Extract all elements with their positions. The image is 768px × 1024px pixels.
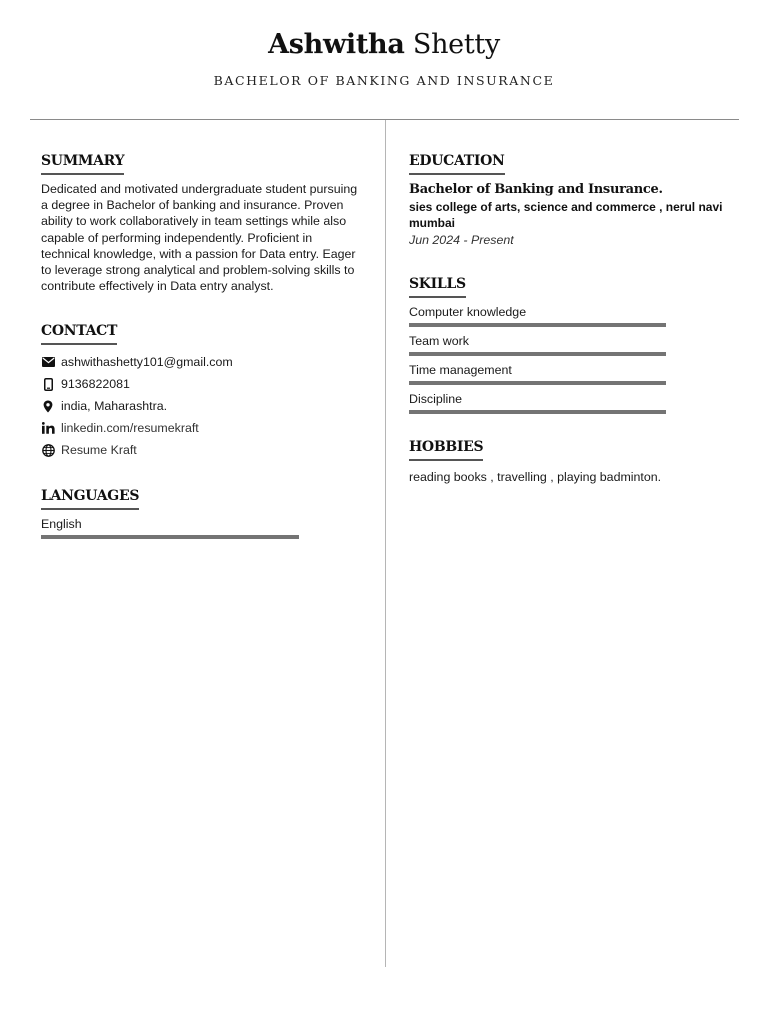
skill-level-bar: [409, 323, 666, 327]
summary-title: SUMMARY: [41, 150, 124, 175]
skill-name: Time management: [409, 363, 512, 377]
full-name: [0, 28, 768, 62]
contact-website[interactable]: [41, 439, 363, 461]
skill-level-bar: [409, 381, 666, 385]
languages-title: LANGUAGES: [41, 485, 139, 510]
education-dates: Jun 2024 - Present: [409, 233, 514, 247]
language-item: [41, 516, 363, 539]
hobbies-section: [409, 436, 727, 485]
summary-section: [41, 150, 363, 294]
resume-header: [0, 28, 768, 88]
linkedin-icon: [41, 421, 55, 435]
right-column: [409, 150, 727, 511]
email-text: ashwithashetty101@gmail.com: [61, 355, 233, 370]
contact-phone[interactable]: [41, 373, 363, 395]
skill-level-fill: [409, 323, 666, 327]
languages-section: [41, 485, 363, 539]
contact-title: CONTACT: [41, 320, 117, 345]
skill-item: [409, 391, 727, 414]
contact-email[interactable]: [41, 351, 363, 373]
skill-item: [409, 304, 727, 327]
contact-linkedin[interactable]: [41, 417, 363, 439]
education-section: [409, 150, 727, 249]
contact-location: [41, 395, 363, 417]
language-level-bar: [41, 535, 299, 539]
skill-level-fill: [409, 352, 666, 356]
summary-text: Dedicated and motivated undergraduate student pursuing a degree in Bachelor of banking and insurance. Proven ability to work collaboratively in team settings while also capable of performing independently. Proficient in technical knowledge, with a passion for Data entry. Eager to leverage strong analytical and problem-solving skills to contribute effectively in Data entry analyst.: [41, 182, 358, 294]
skill-level-fill: [409, 410, 666, 414]
location-text: india, Maharashtra.: [61, 399, 168, 414]
skill-name: Team work: [409, 334, 469, 348]
skill-item: [409, 333, 727, 356]
job-title: BACHELOR OF BANKING AND INSURANCE: [213, 73, 555, 88]
skill-item: [409, 362, 727, 385]
skill-level-fill: [409, 381, 666, 385]
skill-name: Discipline: [409, 392, 463, 406]
left-column: [41, 150, 363, 565]
skill-level-bar: [409, 352, 666, 356]
skill-level-bar: [409, 410, 666, 414]
location-pin-icon: [41, 399, 55, 413]
skill-name: Computer knowledge: [409, 305, 527, 319]
first-name: Ashwitha: [268, 29, 405, 60]
envelope-icon: [41, 355, 55, 369]
education-title: EDUCATION: [409, 150, 505, 175]
skills-title: SKILLS: [409, 273, 466, 298]
phone-text: 9136822081: [61, 377, 130, 392]
website-text: Resume Kraft: [61, 443, 137, 458]
last-name: Shetty: [412, 29, 500, 60]
contact-section: [41, 320, 363, 461]
hobbies-title: HOBBIES: [409, 436, 483, 461]
phone-icon: [41, 377, 55, 391]
education-school: sies college of arts, science and commerce , nerul navi mumbai: [409, 200, 723, 230]
education-degree: Bachelor of Banking and Insurance.: [409, 182, 663, 197]
skills-section: [409, 273, 727, 414]
language-name: English: [41, 517, 82, 532]
language-level-fill: [41, 535, 299, 539]
globe-icon: [41, 443, 55, 457]
hobbies-text: reading books , travelling , playing badminton.: [409, 470, 662, 484]
column-divider: [385, 120, 386, 967]
linkedin-text: linkedin.com/resumekraft: [61, 421, 199, 436]
